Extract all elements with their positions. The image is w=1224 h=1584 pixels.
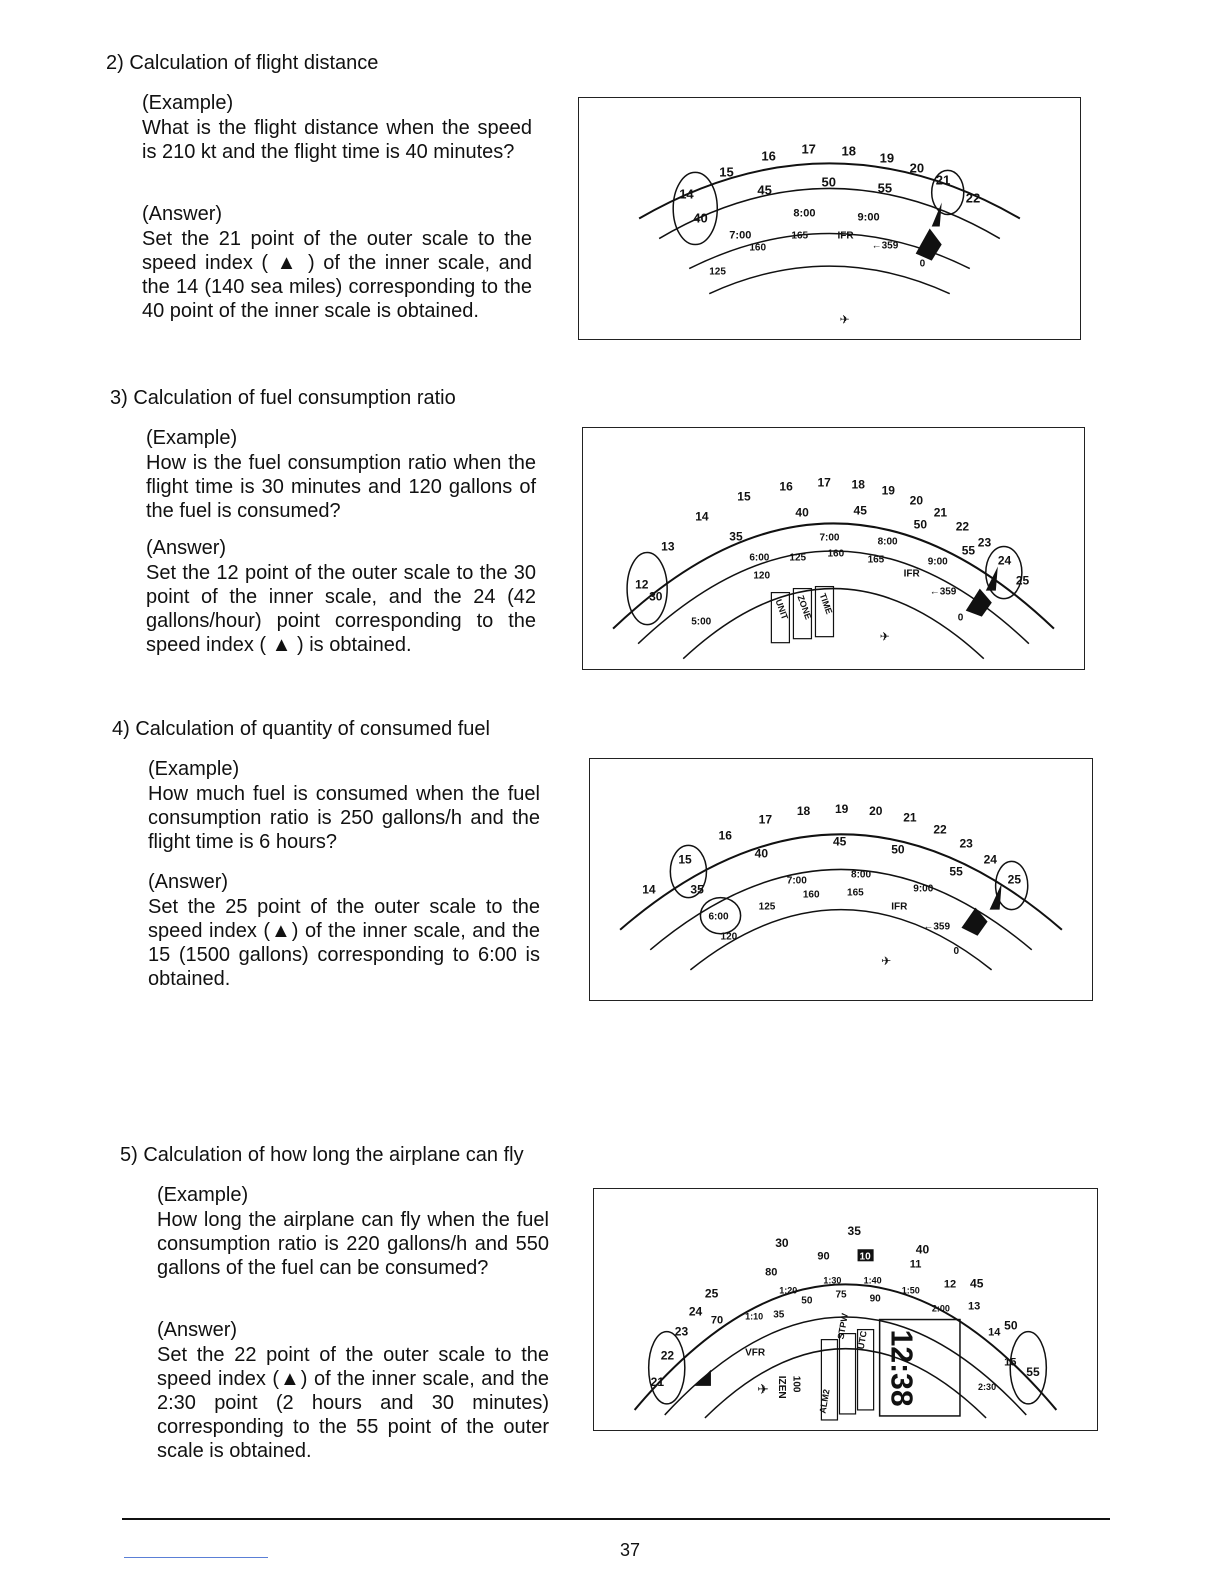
inner-tick: 35: [729, 529, 743, 544]
inner-tick: 40: [754, 846, 769, 861]
section-2-example-label: (Example): [142, 92, 234, 114]
time-tick: 1:30: [823, 1275, 842, 1286]
section-5-answer-label: (Answer): [157, 1319, 238, 1341]
outer-tick: 15: [719, 164, 734, 180]
outer-scale-ticks: [651, 1224, 1040, 1389]
outer-tick: 19: [834, 802, 849, 817]
section-2-answer-label: (Answer): [142, 203, 223, 225]
section-3-answer-text: Set the 12 point of the outer scale to the 30 point of the inner scale, and the 24 (42 gallons/hour) point corresponding to the speed index ( ▲ ) is obtained.: [146, 562, 536, 656]
outer-tick: 18: [841, 143, 857, 159]
section-3-example-text: How is the fuel consumption ratio when the flight time is 30 minutes and 120 gallons of the fuel is consumed?: [146, 452, 536, 522]
figure-consumed-fuel: [589, 758, 1093, 1001]
speed-tick: IZEN: [776, 1375, 788, 1399]
inner-tick: 14: [988, 1326, 1001, 1339]
speed-tick: ←359: [929, 586, 957, 598]
inner-tick: 90: [817, 1250, 830, 1263]
outer-tick: 22: [660, 1348, 675, 1363]
outer-tick: 20: [909, 160, 925, 176]
speed-tick: VFR: [745, 1347, 766, 1359]
outer-tick: 14: [679, 186, 694, 202]
inner-tick: 50: [913, 517, 928, 532]
speed-tick: ←359: [923, 921, 951, 933]
outer-tick: 35: [847, 1224, 861, 1239]
speed-arc: [709, 266, 949, 294]
outer-tick: 19: [881, 483, 895, 498]
index-marker: [916, 229, 942, 261]
inner-tick: 35: [690, 882, 704, 897]
outer-tick: 21: [650, 1374, 665, 1389]
outer-tick: 17: [801, 141, 816, 157]
figure-fuel-consumption-ratio: [582, 427, 1085, 670]
time-tick: 7:00: [819, 532, 840, 544]
outer-tick: 40: [915, 1242, 930, 1257]
inner-tick: 55: [877, 180, 893, 196]
outer-tick: 21: [935, 172, 951, 188]
outer-tick: 12: [635, 577, 649, 592]
index-marker: [961, 908, 987, 936]
window-label: TIME: [817, 591, 835, 616]
time-tick: 9:00: [913, 883, 934, 895]
inner-tick: 45: [832, 834, 847, 849]
speed-tick: 125: [789, 552, 807, 564]
inner-tick: 50: [891, 842, 905, 857]
inner-tick: 40: [693, 210, 708, 226]
time-tick: 6:00: [708, 911, 729, 923]
speed-tick: 35: [773, 1309, 785, 1321]
plane-mark: ✈: [839, 312, 850, 327]
outer-tick: 30: [775, 1236, 789, 1251]
time-tick: 8:00: [877, 536, 898, 548]
time-tick: 6:00: [749, 552, 770, 564]
plane-mark: ✈: [881, 953, 892, 968]
outer-tick: 21: [903, 810, 917, 825]
speed-tick: IFR: [891, 901, 908, 913]
outer-tick: 22: [965, 190, 981, 206]
outer-tick: 17: [817, 475, 831, 490]
outer-tick: 23: [977, 535, 992, 550]
outer-tick: 15: [678, 852, 692, 867]
time-tick: 8:00: [851, 869, 872, 881]
time-tick: 1:20: [779, 1285, 798, 1296]
speed-tick: 160: [827, 548, 845, 560]
section-3-heading: 3) Calculation of fuel consumption ratio: [110, 387, 456, 409]
section-4-heading: 4) Calculation of quantity of consumed fuel: [112, 718, 490, 740]
speed-tick: 160: [749, 242, 767, 254]
speed-tick: 125: [709, 266, 726, 278]
highlight-circle-14: [673, 172, 717, 244]
outer-tick: 24: [983, 852, 997, 867]
speed-tick: 160: [802, 889, 820, 901]
window-label: UTC: [855, 1330, 869, 1351]
window-label: STPW: [835, 1312, 850, 1340]
footer-link-underline: [124, 1557, 268, 1558]
computer-dial-2: [583, 428, 1084, 669]
outer-tick: 45: [970, 1276, 984, 1291]
speed-tick: 125: [758, 901, 776, 913]
speed-tick: IFR: [903, 568, 920, 580]
computer-dial-1: [579, 98, 1080, 339]
section-5-example-text: How long the airplane can fly when the fuel consumption ratio is 220 gallons/h and 550 gallons of the fuel can be consumed?: [157, 1209, 549, 1279]
outer-tick: 19: [879, 150, 895, 166]
speed-tick: 165: [867, 554, 885, 566]
outer-tick: 22: [933, 822, 947, 837]
speed-tick: 75: [835, 1289, 847, 1301]
outer-tick: 50: [1004, 1318, 1018, 1333]
window-label: UNIT: [773, 597, 791, 622]
speed-tick: 120: [720, 931, 738, 943]
speed-tick: 0: [919, 258, 926, 270]
time-tick: 2:30: [978, 1381, 997, 1392]
time-tick: 9:00: [927, 556, 948, 568]
outer-tick: 25: [704, 1286, 719, 1301]
outer-tick: 23: [959, 836, 973, 851]
inner-tick: 55: [949, 864, 963, 879]
index-marker: [966, 589, 992, 617]
time-arc: [705, 1349, 986, 1418]
section-4-answer-text: Set the 25 point of the outer scale to the speed index (▲) of the inner scale, and the 15 (1500 gallons) corresponding to 6:00 is obtained.: [148, 896, 540, 990]
section-2-example-text: What is the flight distance when the speed is 210 kt and the flight time is 40 minutes?: [142, 117, 532, 163]
outer-tick: 14: [695, 509, 709, 524]
speed-tick: 90: [869, 1293, 881, 1305]
outer-tick: 20: [909, 493, 924, 508]
outer-tick: 20: [869, 804, 883, 819]
outer-tick: 18: [796, 804, 811, 819]
outer-tick: 13: [661, 539, 675, 554]
outer-tick: 14: [642, 882, 656, 897]
inner-tick: 40: [795, 505, 809, 520]
plane-mark: ✈: [879, 629, 890, 644]
inner-tick: 15: [1004, 1356, 1017, 1369]
time-tick: 1:50: [901, 1285, 920, 1296]
speed-tick: IFR: [837, 230, 854, 242]
speed-tick: 0: [957, 612, 964, 624]
inner-tick: 12: [943, 1278, 957, 1291]
outer-tick: 15: [737, 489, 751, 504]
highlight-circle-22: [649, 1332, 685, 1404]
time-tick: 8:00: [793, 207, 816, 220]
time-tick: 7:00: [729, 229, 752, 242]
speed-scale-ticks: [721, 888, 960, 957]
outer-tick: 16: [718, 828, 732, 843]
speed-tick: 120: [753, 570, 771, 582]
page-number: 37: [619, 1540, 641, 1560]
section-2-answer-text: Set the 21 point of the outer scale to the speed index ( ▲ ) of the inner scale, and the 14 (140 sea miles) corresponding to the 40 point of the inner scale is obtained.: [142, 228, 532, 322]
function-windows: [771, 587, 834, 643]
inner-tick: 10: [859, 1251, 871, 1263]
inner-tick: 80: [765, 1266, 778, 1279]
figure-flight-endurance: [593, 1188, 1098, 1431]
inner-tick: 70: [710, 1314, 724, 1327]
outer-tick: 21: [933, 505, 948, 520]
outer-tick: 22: [955, 519, 970, 534]
window-label: ALM2: [817, 1388, 832, 1415]
outer-tick: 25: [1015, 573, 1030, 588]
speed-tick: ←359: [871, 240, 899, 252]
speed-index-triangle: [932, 202, 942, 226]
section-5-example-label: (Example): [157, 1184, 249, 1206]
section-5-answer-text: Set the 22 point of the outer scale to the speed index (▲) of the inner scale, and the 2:30 point (2 hours and 30 minutes) corresponding to the 55 point of the outer scale is obtained.: [157, 1344, 549, 1462]
outer-tick: 25: [1007, 872, 1022, 887]
section-5-heading: 5) Calculation of how long the airplane can fly: [120, 1144, 524, 1166]
section-3-example-label: (Example): [146, 427, 238, 449]
time-tick: 7:00: [786, 875, 807, 887]
computer-dial-3: [590, 759, 1092, 1000]
inner-tick: 30: [649, 589, 663, 604]
speed-tick: 165: [791, 230, 809, 242]
section-4-example-text: How much fuel is consumed when the fuel consumption ratio is 250 gallons/h and the flight time is 6 hours?: [148, 783, 540, 853]
figure-flight-distance: [578, 97, 1081, 340]
time-tick: 5:00: [691, 616, 712, 628]
outer-scale-ticks: [679, 141, 980, 205]
inner-tick: 50: [821, 174, 836, 190]
computer-dial-4: [594, 1189, 1097, 1430]
speed-tick: 100: [790, 1375, 802, 1393]
section-4-example-label: (Example): [148, 758, 240, 780]
section-2-heading: 2) Calculation of flight distance: [106, 52, 379, 74]
speed-tick: 50: [801, 1295, 813, 1307]
outer-tick: 17: [758, 812, 773, 827]
outer-tick: 24: [997, 553, 1012, 568]
time-tick: 1:40: [863, 1275, 882, 1286]
section-3-answer-label: (Answer): [146, 537, 227, 559]
time-tick: 1:10: [745, 1311, 764, 1322]
speed-tick: 0: [953, 945, 960, 957]
time-tick: 9:00: [857, 211, 880, 224]
function-windows: [818, 1312, 874, 1420]
inner-arc: [659, 188, 1000, 238]
lcd-time-readout: 12:38: [884, 1329, 918, 1407]
speed-tick: 165: [847, 887, 864, 899]
window-label: ZONE: [795, 593, 814, 621]
inner-tick: 55: [961, 543, 976, 558]
outer-tick: 18: [851, 477, 865, 492]
inner-tick: 11: [909, 1258, 922, 1271]
footer-rule: [122, 1518, 1110, 1520]
inner-tick: 13: [968, 1300, 981, 1313]
inner-tick: 45: [853, 503, 867, 518]
outer-tick: 23: [674, 1324, 689, 1339]
outer-tick: 16: [779, 479, 793, 494]
inner-tick: 45: [757, 182, 772, 198]
plane-mark: ✈: [757, 1380, 769, 1397]
time-tick: 2:00: [931, 1303, 950, 1314]
outer-tick: 55: [1026, 1364, 1040, 1379]
outer-tick: 24: [688, 1304, 703, 1319]
section-4-answer-label: (Answer): [148, 871, 229, 893]
window-box: [839, 1334, 855, 1414]
outer-tick: 16: [761, 148, 776, 164]
